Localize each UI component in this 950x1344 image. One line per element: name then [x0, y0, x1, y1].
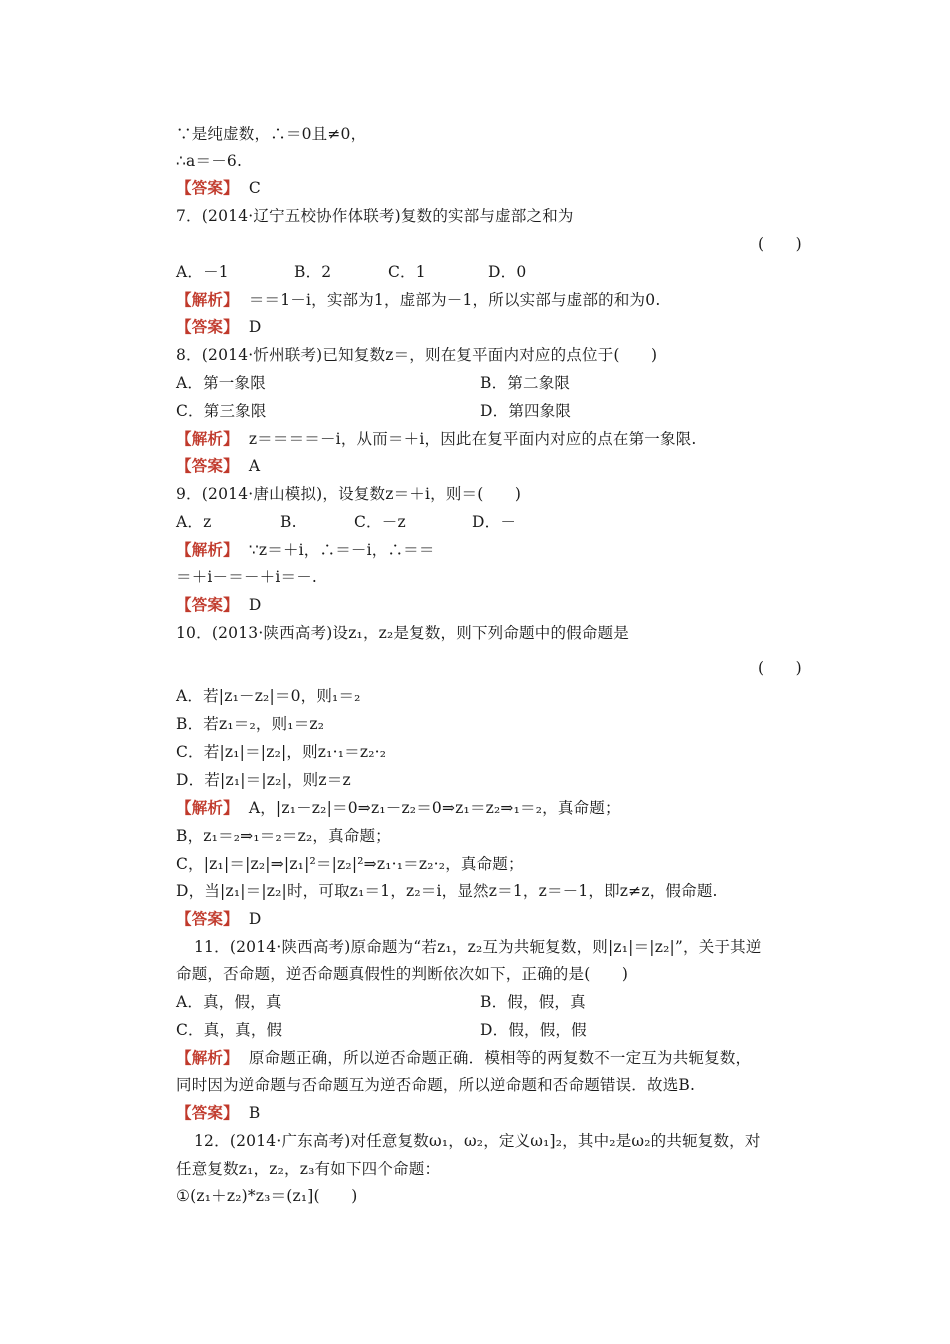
option-c: C．－z [354, 513, 406, 531]
analysis-continuation: 同时因为逆命题与否命题互为逆否命题，所以逆命题和否命题错误．故选B. [176, 1076, 696, 1094]
option-c: C．真，真，假 [176, 1021, 283, 1039]
option-b: B．若z₁＝₂，则₁＝z₂ [176, 715, 325, 733]
analysis-label: 【解析】 [176, 540, 239, 559]
answer-line [176, 317, 261, 337]
option-b: B．2 [294, 263, 332, 281]
analysis-label: 【解析】 [176, 429, 239, 448]
option-b: B．第二象限 [480, 374, 571, 392]
analysis-continuation: ＝＋i－＝－＋i＝－. [176, 568, 318, 586]
analysis-text: ＝＝1－i，实部为1，虚部为－1，所以实部与虚部的和为0. [248, 291, 661, 309]
answer-value: B [248, 1104, 261, 1122]
question-title: 8．(2014·忻州联考)已知复数z＝，则在复平面内对应的点位于( ) [176, 346, 658, 364]
analysis-label: 【解析】 [176, 1048, 239, 1067]
option-d: D．0 [488, 263, 527, 281]
option-a: A．z [176, 513, 212, 531]
analysis-line [176, 798, 621, 818]
text-line: ∵是纯虚数，∴＝0且≠0， [176, 125, 367, 143]
analysis-continuation: B，z₁＝₂⇒₁＝₂＝z₂，真命题； [176, 827, 391, 845]
analysis-line [176, 1048, 751, 1068]
answer-line [176, 178, 261, 198]
question-title: 9．(2014·唐山模拟)，设复数z＝＋i，则＝( ) [176, 485, 522, 503]
question-title: 10．(2013·陕西高考)设z₁，z₂是复数，则下列命题中的假命题是 [176, 624, 629, 642]
option-d: D．若|z₁|＝|z₂|，则z＝z [176, 771, 351, 789]
analysis-line [176, 540, 435, 560]
analysis-continuation: C，|z₁|＝|z₂|⇒|z₁|²＝|z₂|²⇒z₁·₁＝z₂·₂，真命题； [176, 855, 524, 873]
answer-value: A [248, 457, 261, 475]
answer-label: 【答案】 [176, 1103, 239, 1122]
answer-label: 【答案】 [176, 317, 239, 336]
options-line [176, 373, 570, 393]
options-line [176, 512, 516, 532]
option-a: A．第一象限 [176, 374, 266, 392]
options-line [176, 992, 586, 1012]
option-d: D．第四象限 [480, 402, 572, 420]
answer-paren: ( ) [758, 235, 802, 253]
statement-item: ①(z₁＋z₂)*z₃＝(z₁]( ) [176, 1187, 358, 1205]
option-a: A．若|z₁－z₂|＝0，则₁＝₂ [176, 687, 361, 705]
question-title: 7．(2014·辽宁五校协作体联考)复数的实部与虚部之和为 [176, 207, 574, 225]
answer-label: 【答案】 [176, 178, 239, 197]
answer-label: 【答案】 [176, 456, 239, 475]
answer-line [176, 456, 260, 476]
answer-value: C [248, 179, 261, 197]
answer-line [176, 595, 261, 615]
option-d: D．－ [472, 513, 517, 531]
analysis-line [176, 429, 697, 449]
options-line [176, 262, 526, 282]
answer-label: 【答案】 [176, 595, 239, 614]
analysis-text: A，|z₁－z₂|＝0⇒z₁－z₂＝0⇒z₁＝z₂⇒₁＝₂，真命题； [248, 799, 621, 817]
analysis-text: ∵z＝＋i，∴＝－i，∴＝＝ [248, 541, 435, 559]
analysis-label: 【解析】 [176, 290, 239, 309]
options-line [176, 401, 571, 421]
answer-value: D [248, 318, 262, 336]
analysis-line [176, 290, 660, 310]
analysis-text: z＝＝＝＝－i，从而＝＋i，因此在复平面内对应的点在第一象限. [248, 430, 697, 448]
analysis-text: 原命题正确，所以逆否命题正确．模相等的两复数不一定互为共轭复数， [248, 1049, 752, 1067]
answer-paren: ( ) [758, 659, 802, 677]
analysis-label: 【解析】 [176, 798, 239, 817]
option-b: B．假，假，真 [480, 993, 586, 1011]
option-d: D．假，假，假 [480, 1021, 587, 1039]
question-title-continuation: 任意复数z₁，z₂，z₃有如下四个命题： [176, 1160, 441, 1178]
text-line: ∴a＝－6. [176, 152, 243, 170]
option-b: B. [280, 513, 297, 531]
answer-label: 【答案】 [176, 909, 239, 928]
question-title: 11．(2014·陕西高考)原命题为“若z₁，z₂互为共轭复数，则|z₁|＝|z₂|”，关于其逆 [194, 938, 762, 956]
options-line [176, 1020, 587, 1040]
answer-line [176, 909, 261, 929]
option-c: C．1 [388, 263, 426, 281]
option-c: C．第三象限 [176, 402, 267, 420]
option-c: C．若|z₁|＝|z₂|，则z₁·₁＝z₂·₂ [176, 743, 387, 761]
answer-value: D [248, 596, 262, 614]
question-title-continuation: 命题，否命题，逆否命题真假性的判断依次如下，正确的是( ) [176, 965, 629, 983]
answer-value: D [248, 910, 262, 928]
analysis-continuation: D，当|z₁|＝|z₂|时，可取z₁＝1，z₂＝i，显然z＝1，z＝－1，即z≠z，假命题. [176, 882, 718, 900]
option-a: A．真，假，真 [176, 993, 282, 1011]
question-title: 12．(2014·广东高考)对任意复数ω₁，ω₂，定义ω₁]₂，其中₂是ω₂的共轭复数，对 [194, 1132, 761, 1150]
answer-line [176, 1103, 260, 1123]
option-a: A．－1 [176, 263, 229, 281]
